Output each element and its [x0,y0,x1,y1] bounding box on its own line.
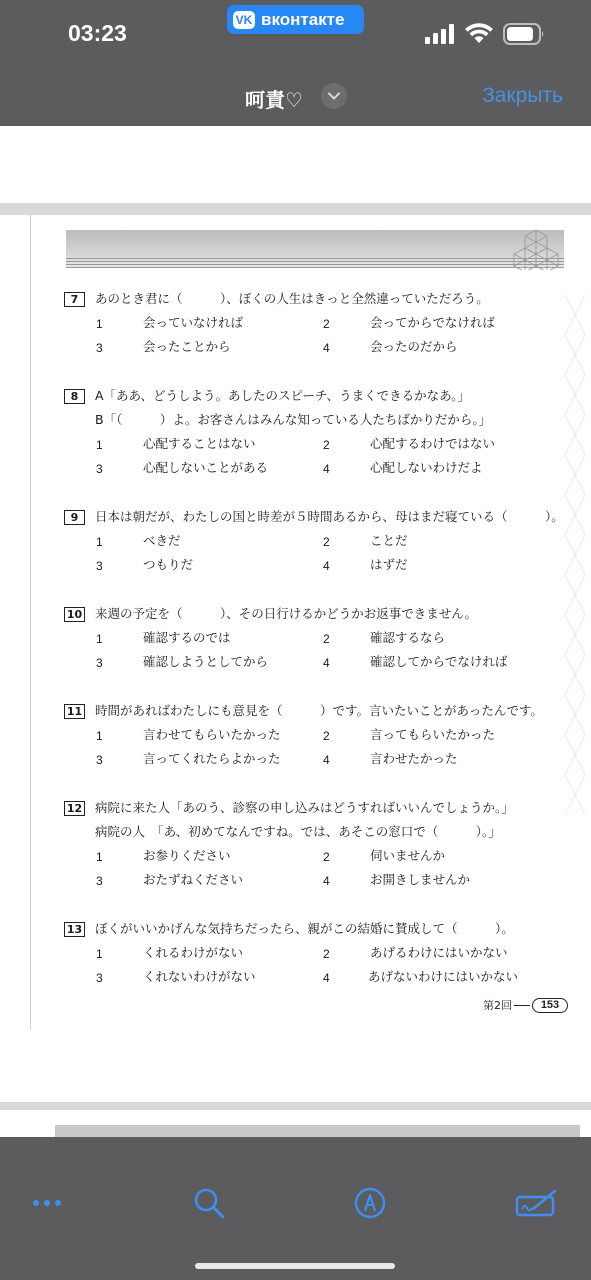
option-1: 1 心配することはない [96,436,256,452]
status-time: 03:23 [68,20,127,46]
question-7 [64,283,564,355]
vk-app-badge[interactable] [227,5,364,34]
option-4: 4 はずだ [323,557,408,573]
question-number: 8 [64,389,85,404]
question-number: 11 [64,704,85,719]
cellular-signal-icon [425,24,455,44]
question-9 [64,501,564,573]
option-4: 4 会ったのだから [323,339,458,355]
option-3: 3 くれないわけがない [96,969,256,985]
question-11 [64,695,564,767]
search-button[interactable] [189,1185,229,1221]
option-4: 4 あげないわけにはいかない [323,969,518,985]
question-text: ぼくがいいかげんな気持ちだったら、親がこの結婚に賛成して（ ）。 [95,921,514,936]
title-dropdown-button[interactable] [321,83,347,109]
document-page[interactable] [0,215,591,1102]
search-icon [193,1187,225,1219]
question-number: 13 [64,922,85,937]
footer-label: 第2回 [483,999,512,1012]
option-3: 3 会ったことから [96,339,231,355]
question-12 [64,792,564,888]
bottom-toolbar [0,1137,591,1280]
vk-logo-icon: VK [233,11,255,29]
question-number: 12 [64,801,85,816]
more-icon [32,1199,62,1207]
top-bar [0,0,591,126]
option-3: 3 心配しないことがある [96,460,269,476]
more-button[interactable] [27,1185,67,1221]
page-header-band [66,230,564,268]
option-3: 3 確認しようとしてから [96,654,269,670]
option-1: 1 確認するのでは [96,630,231,646]
option-1: 1 くれるわけがない [96,945,244,961]
option-2: 2 ことだ [323,533,408,549]
question-text: A「ああ、どうしよう。あしたのスピーチ、うまくできるかなあ。」 [95,388,470,403]
home-indicator[interactable] [195,1263,395,1269]
option-4: 4 確認してからでなければ [323,654,508,670]
signature-icon [515,1189,559,1217]
question-text: 日本は朝だが、わたしの国と時差が５時間あるから、母はまだ寝ている（ ）。 [95,509,564,524]
side-pattern-icon [560,275,590,835]
vk-app-label: вконтакте [261,9,345,29]
wifi-icon [465,22,493,44]
question-text: あのとき君に（ ）、ぼくの人生はきっと全然違っていただろう。 [95,291,489,306]
option-2: 2 心配するわけではない [323,436,496,452]
option-1: 1 言わせてもらいたかった [96,727,281,743]
chevron-down-icon [328,92,340,100]
question-text: 病院に来た人「あのう、診察の申し込みはどうすればいいんでしょうか。」 [95,800,514,815]
option-2: 2 言ってもらいたかった [323,727,496,743]
option-3: 3 おたずねください [96,872,244,888]
battery-icon [503,23,545,45]
close-button[interactable]: Закрыть [482,84,563,107]
question-10 [64,598,564,670]
option-1: 1 会っていなければ [96,315,244,331]
footer-rule [514,1005,530,1006]
option-2: 2 伺いませんか [323,848,446,864]
question-number: 9 [64,510,85,525]
question-8 [64,380,564,476]
option-3: 3 つもりだ [96,557,194,573]
option-2: 2 会ってからでなければ [323,315,495,331]
question-13 [64,913,564,985]
page-footer [483,997,568,1013]
page-number: 153 [532,998,568,1013]
page-separator [0,203,591,215]
markup-button[interactable] [350,1185,390,1221]
document-title[interactable]: 呵責♡ [245,88,303,112]
option-1: 1 お参りください [96,848,231,864]
question-text: 病院の人 「あ、初めてなんですね。では、あそこの窓口で（ ）。」 [95,824,501,839]
option-2: 2 あげるわけにはいかない [323,945,508,961]
hexagon-pattern-icon [510,228,562,270]
question-text: 来週の予定を（ ）、その日行けるかどうかお返事できません。 [95,606,478,621]
option-1: 1 べきだ [96,533,181,549]
option-2: 2 確認するなら [323,630,446,646]
markup-icon [354,1187,386,1219]
signature-button[interactable] [513,1185,561,1221]
question-text: B「（ ）よ。お客さんはみんな知っている人たちばかりだから。」 [95,412,492,427]
page-edge [30,215,31,1030]
next-page-preview[interactable] [0,1110,591,1140]
question-number: 7 [64,292,85,307]
option-4: 4 言わせたかった [323,751,458,767]
option-3: 3 言ってくれたらよかった [96,751,281,767]
option-4: 4 心配しないわけだよ [323,460,483,476]
question-number: 10 [64,607,85,622]
option-4: 4 お開きしませんか [323,872,471,888]
question-text: 時間があればわたしにも意見を（ ）です。言いたいことがあったんです。 [95,703,543,718]
